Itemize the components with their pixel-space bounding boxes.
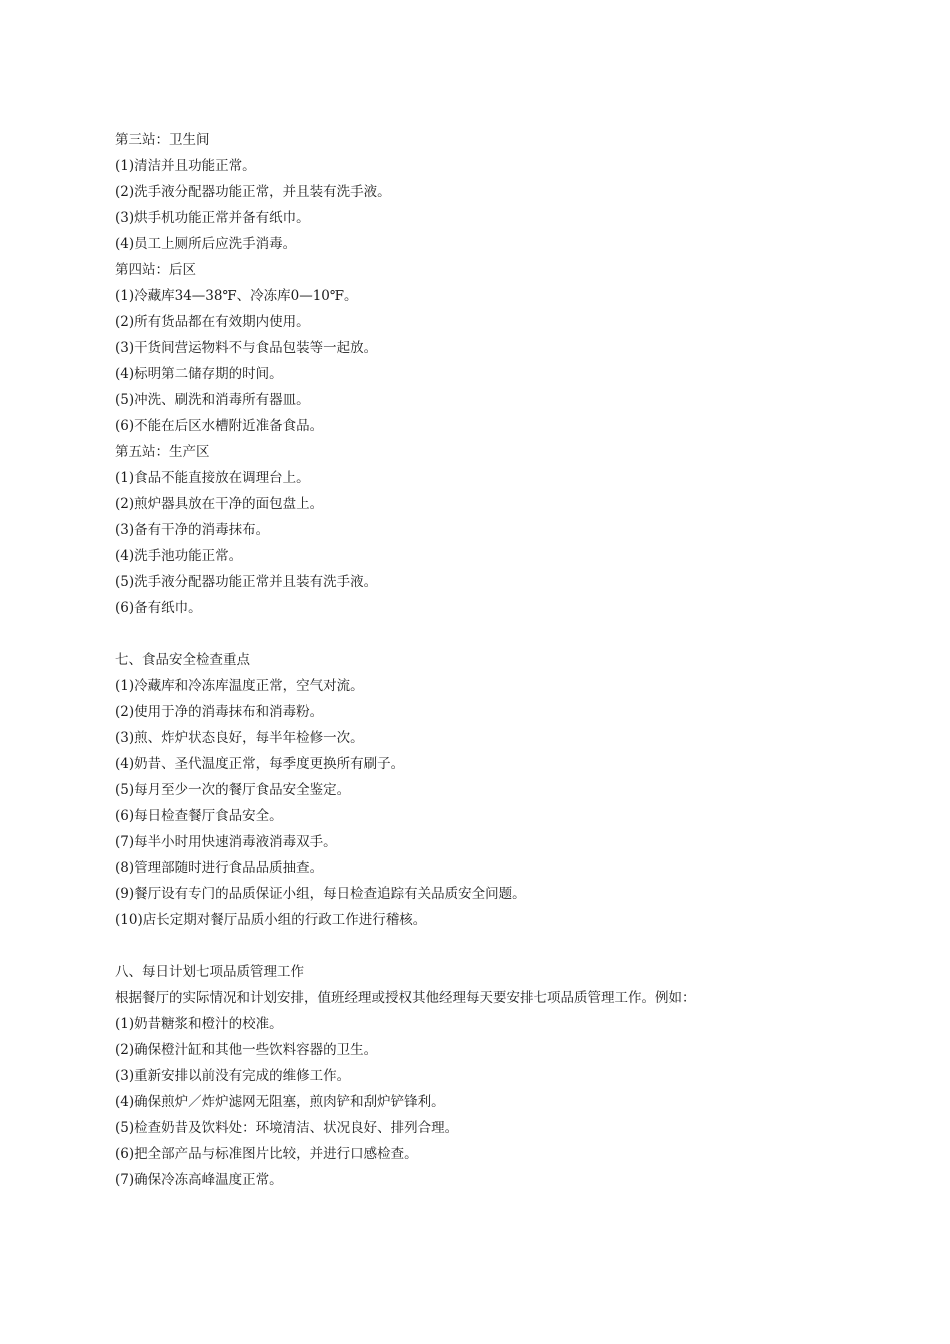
station5-item: (1)食品不能直接放在调理台上。 (115, 470, 310, 486)
station4-item: (4)标明第二储存期的时间。 (115, 366, 283, 382)
station4-item: (6)不能在后区水槽附近准备食品。 (115, 418, 324, 434)
section8-item: (2)确保橙汁缸和其他一些饮料容器的卫生。 (115, 1042, 378, 1058)
paragraph-spacer (115, 933, 855, 959)
station5-section (115, 439, 855, 621)
section7-item: (1)冷藏库和冷冻库温度正常，空气对流。 (115, 678, 364, 694)
station4-item: (5)冲洗、刷洗和消毒所有器皿。 (115, 392, 310, 408)
station3-item: (2)洗手液分配器功能正常，并且装有洗手液。 (115, 184, 391, 200)
section8-item: (4)确保煎炉／炸炉滤网无阻塞，煎肉铲和刮炉铲锋利。 (115, 1094, 445, 1110)
section7-heading: 七、食品安全检查重点 (115, 652, 250, 668)
station5-item: (4)洗手池功能正常。 (115, 548, 243, 564)
section8-item: (7)确保冷冻高峰温度正常。 (115, 1172, 283, 1188)
section7 (115, 647, 855, 933)
section7-item: (8)管理部随时进行食品品质抽查。 (115, 860, 324, 876)
section8-item: (1)奶昔糖浆和橙汁的校准。 (115, 1016, 283, 1032)
station5-heading: 第五站：生产区 (115, 444, 210, 460)
section8-item: (5)检查奶昔及饮料处：环境清洁、状况良好、排列合理。 (115, 1120, 459, 1136)
station5-item: (6)备有纸巾。 (115, 600, 202, 616)
document-page (115, 127, 855, 1193)
section7-item: (10)店长定期对餐厅品质小组的行政工作进行稽核。 (115, 912, 427, 928)
station3-section (115, 127, 855, 257)
station4-item: (2)所有货品都在有效期内使用。 (115, 314, 310, 330)
section8-heading: 八、每日计划七项品质管理工作 (115, 964, 304, 980)
station5-item: (2)煎炉器具放在干净的面包盘上。 (115, 496, 324, 512)
station5-item: (5)洗手液分配器功能正常并且装有洗手液。 (115, 574, 378, 590)
station3-item: (1)清洁并且功能正常。 (115, 158, 256, 174)
section8-item: (3)重新安排以前没有完成的维修工作。 (115, 1068, 351, 1084)
section7-item: (3)煎、炸炉状态良好，每半年检修一次。 (115, 730, 364, 746)
station4-heading: 第四站：后区 (115, 262, 196, 278)
section8 (115, 959, 855, 1193)
section7-item: (4)奶昔、圣代温度正常，每季度更换所有刷子。 (115, 756, 405, 772)
section8-item: (6)把全部产品与标准图片比较，并进行口感检查。 (115, 1146, 418, 1162)
section7-item: (7)每半小时用快速消毒液消毒双手。 (115, 834, 337, 850)
station4-item: (3)干货间营运物料不与食品包装等一起放。 (115, 340, 378, 356)
section7-item: (5)每月至少一次的餐厅食品安全鉴定。 (115, 782, 351, 798)
section7-item: (9)餐厅设有专门的品质保证小组，每日检查追踪有关品质安全问题。 (115, 886, 526, 902)
section8-intro: 根据餐厅的实际情况和计划安排，值班经理或授权其他经理每天要安排七项品质管理工作。例如： (115, 990, 696, 1006)
station5-item: (3)备有干净的消毒抹布。 (115, 522, 270, 538)
section7-item: (2)使用于净的消毒抹布和消毒粉。 (115, 704, 324, 720)
section7-item: (6)每日检查餐厅食品安全。 (115, 808, 283, 824)
station4-section (115, 257, 855, 439)
paragraph-spacer (115, 621, 855, 647)
station3-heading: 第三站：卫生间 (115, 132, 210, 148)
station3-item: (4)员工上厕所后应洗手消毒。 (115, 236, 297, 252)
station3-item: (3)烘手机功能正常并备有纸巾。 (115, 210, 310, 226)
station4-item: (1)冷藏库34—38℉、冷冻库0—10℉。 (115, 288, 358, 304)
